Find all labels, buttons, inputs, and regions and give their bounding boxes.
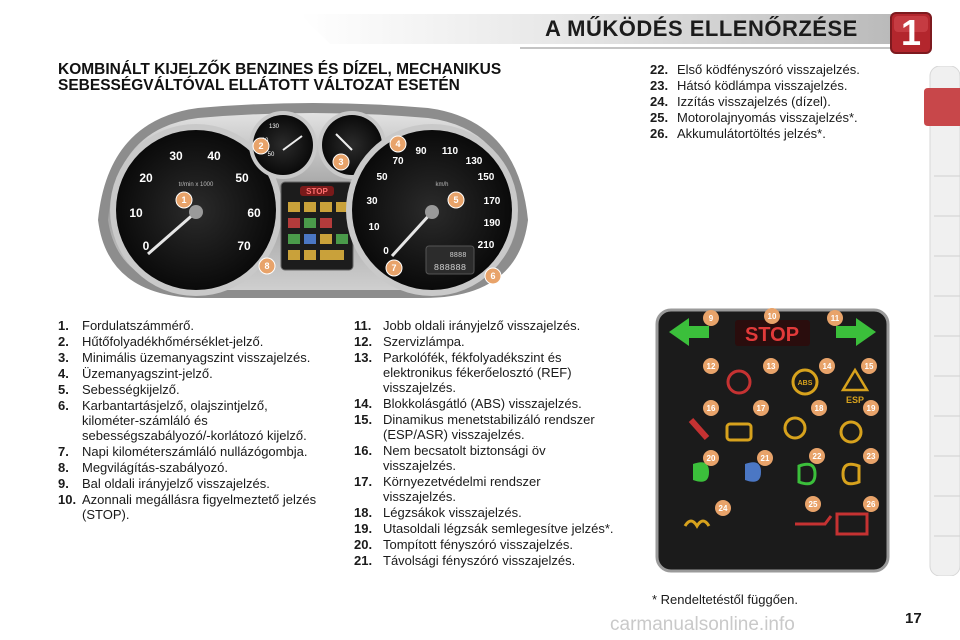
footnote: * Rendeltetéstől függően. [652,592,798,607]
lamp-number: 15 [864,362,874,371]
list-item [58,334,318,349]
lamp-number: 23 [866,452,876,461]
item-number: 2. [58,334,69,349]
rpm-tick: 30 [169,149,183,163]
chapter-number: 1 [900,12,922,53]
lamp-number: 26 [866,500,876,509]
item-number: 7. [58,444,69,459]
lamp-number: 22 [812,452,822,461]
section-title: KOMBINÁLT KIJELZŐK BENZINES ÉS DÍZEL, MECHANIKUS SEBESSÉGVÁLTÓVAL ELLÁTOTT VÁLTOZAT ESETÉN [58,61,502,94]
list-item [650,126,912,141]
item-number: 20. [354,537,373,552]
esp-label: ESP [845,395,865,405]
item-text: Akkumulátortöltés jelzés*. [677,126,826,141]
item-text: Motorolajnyomás visszajelzés*. [677,110,858,125]
lamp-number: 21 [760,454,770,463]
callout-1: 1 [181,195,187,205]
lamp-number: 11 [830,314,840,323]
item-text: Nem becsatolt biztonsági öv visszajelzés. [383,443,546,473]
list-item [58,476,318,491]
list-item [354,412,616,442]
item-number: 21. [354,553,373,568]
lamp-number: 13 [766,362,776,371]
item-text: Fordulatszámmérő. [82,318,194,333]
lamp-number: 16 [706,404,716,413]
low-beam-icon [693,462,709,482]
item-number: 24. [650,94,669,109]
list-item [650,94,912,109]
list-item [58,444,318,459]
item-text: Üzemanyagszint-jelző. [82,366,213,381]
list-item [354,443,616,473]
item-text: Bal oldali irányjelző visszajelzés. [82,476,270,491]
instrument-cluster-image [88,100,538,300]
rpm-tick: 70 [237,239,251,253]
list-item [58,382,318,397]
speed-tick: 0 [383,246,389,257]
item-number: 11. [354,318,372,333]
item-text: Minimális üzemanyagszint visszajelzés. [82,350,311,365]
speed-tick: 150 [477,172,495,183]
list-item [650,110,912,125]
item-text: Légzsákok visszajelzés. [383,505,522,520]
chapter-tab-strip [924,66,960,576]
item-number: 14. [354,396,373,411]
item-text: Azonnali megállásra figyelmeztető jelzés (STOP). [82,492,317,522]
rpm-caption: tr/min x 1000 [178,182,214,188]
lamp-number: 20 [706,454,716,463]
list-item [58,398,318,443]
trip-display: 8888 [449,252,467,260]
list-item [354,521,616,536]
temp-gauge-label: 130 [268,124,280,130]
item-text: Első ködfényszóró visszajelzés. [677,62,860,77]
item-number: 25. [650,110,669,125]
speed-tick: 50 [376,172,388,183]
speed-tick: 210 [477,240,495,251]
lamp-number: 10 [767,312,777,321]
list-item [354,334,616,349]
lamp-number: 17 [756,404,766,413]
lamp-number: 19 [866,404,876,413]
speed-tick: 90 [415,146,427,157]
list-item [58,492,318,522]
high-beam-icon [745,462,761,482]
watermark: carmanualsonline.info [610,614,795,635]
cluster-stop-label: STOP [306,187,328,196]
list-item [58,366,318,381]
page-header-title: A MŰKÖDÉS ELLENŐRZÉSE [545,16,858,41]
item-number: 16. [354,443,373,458]
item-number: 1. [58,318,69,333]
speed-tick: 110 [441,146,459,157]
legend-list-center [354,318,616,569]
callout-2: 2 [258,141,264,151]
page-number: 17 [905,610,922,627]
speed-tick: 30 [366,196,378,207]
lamp-number: 9 [708,314,714,323]
list-item [354,318,616,333]
item-text: Napi kilométerszámláló nullázógombja. [82,444,308,459]
speed-tick: 10 [368,222,380,233]
speed-caption: km/h [435,182,449,188]
item-number: 4. [58,366,69,381]
item-number: 5. [58,382,69,397]
item-text: Dinamikus menetstabilizáló rendszer (ESP/ASR) visszajelzés. [383,412,595,442]
list-item [58,350,318,365]
item-text: Sebességkijelző. [82,382,180,397]
lamp-number: 18 [814,404,824,413]
abs-label: ABS [797,380,813,387]
callout-3: 3 [338,157,344,167]
item-text: Utasoldali légzsák semlegesítve jelzés*. [383,521,614,536]
speed-tick: 170 [483,196,501,207]
lamp-number: 12 [706,362,716,371]
item-text: Hűtőfolyadékhőmérséklet-jelző. [82,334,264,349]
callout-6: 6 [490,271,496,281]
callout-8: 8 [264,261,270,271]
item-text: Hátsó ködlámpa visszajelzés. [677,78,848,93]
item-text: Szervizlámpa. [383,334,465,349]
item-number: 17. [354,474,373,489]
item-number: 8. [58,460,69,475]
item-number: 10. [58,492,77,507]
list-item [58,460,318,475]
rpm-tick: 40 [207,149,221,163]
lamp-number: 25 [808,500,818,509]
rpm-tick: 20 [139,171,153,185]
rpm-tick: 0 [142,239,150,253]
item-number: 6. [58,398,69,413]
list-item [650,62,912,77]
item-text: Karbantartásjelző, olajszintjelző, kilométer-számláló és sebességszabályozó/-korlátozó kijelző. [82,398,307,443]
list-item [354,474,616,504]
rpm-tick: 10 [129,206,143,220]
lamp-number: 14 [822,362,832,371]
callout-5: 5 [453,195,459,205]
rpm-tick: 60 [247,206,261,220]
item-text: Környezetvédelmi rendszer visszajelzés. [383,474,541,504]
callout-4: 4 [395,139,401,149]
item-text: Távolsági fényszóró visszajelzés. [383,553,576,568]
list-item [58,318,318,333]
item-number: 13. [354,350,373,365]
legend-list-right [650,62,912,142]
legend-list-left [58,318,318,523]
item-number: 15. [354,412,373,427]
item-text: Blokkolásgátló (ABS) visszajelzés. [383,396,582,411]
item-text: Jobb oldali irányjelző visszajelzés. [383,318,581,333]
item-number: 18. [354,505,373,520]
speed-tick: 70 [392,156,404,167]
item-text: Izzítás visszajelzés (dízel). [677,94,831,109]
item-number: 26. [650,126,669,141]
item-text: Tompított fényszóró visszajelzés. [383,537,574,552]
callout-7: 7 [391,263,397,273]
item-number: 12. [354,334,373,349]
item-text: Parkolófék, fékfolyadékszint és elektronikus fékerőelosztó (REF) visszajelzés. [383,350,572,395]
list-item [354,505,616,520]
list-item [354,350,616,395]
list-item [650,78,912,93]
item-number: 22. [650,62,669,77]
item-number: 19. [354,521,373,536]
odometer-display: 888888 [433,263,467,273]
item-number: 3. [58,350,69,365]
lamp-number: 24 [718,504,728,513]
warning-lamp-panel-image [655,308,890,573]
list-item [354,553,616,568]
list-item [354,396,616,411]
temp-gauge-label: 50 [267,152,275,158]
list-item [354,537,616,552]
panel-stop-label: STOP [744,324,800,346]
speed-tick: 130 [465,156,483,167]
speed-tick: 190 [483,218,501,229]
rpm-tick: 50 [235,171,249,185]
item-number: 23. [650,78,669,93]
item-text: Megvilágítás-szabályozó. [82,460,228,475]
item-number: 9. [58,476,69,491]
